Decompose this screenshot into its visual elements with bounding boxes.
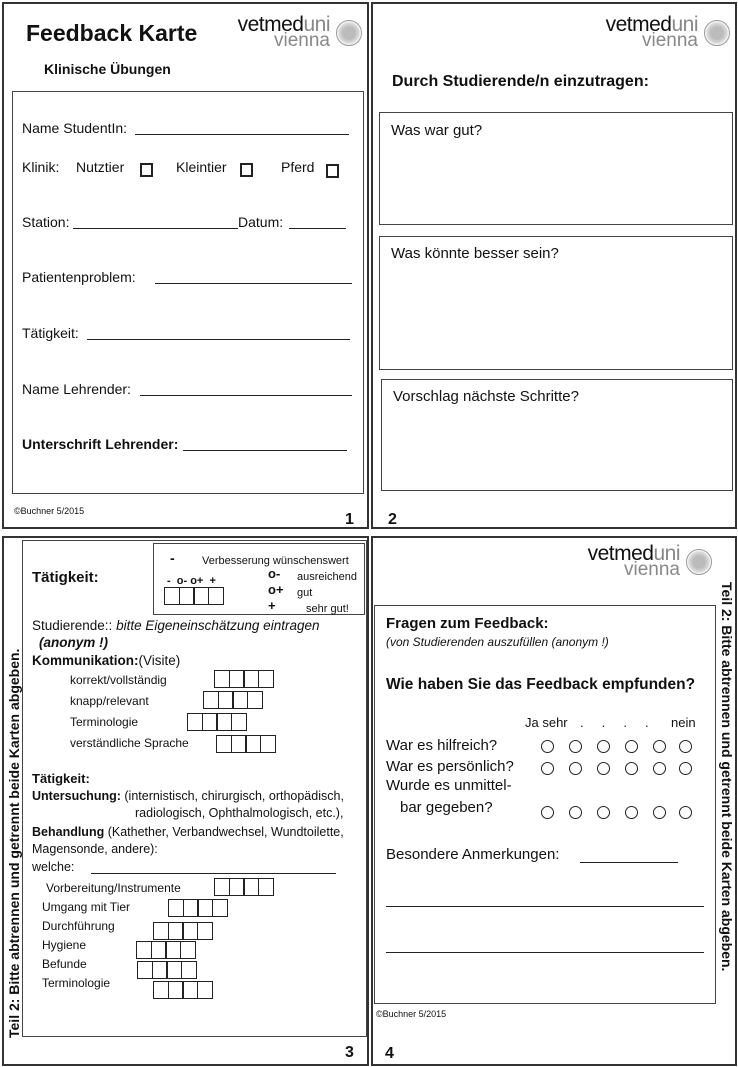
legend-label: Verbesserung wünschenswert xyxy=(202,555,349,567)
behandlung-line-2: Magensonde, andere): xyxy=(32,842,158,856)
label-datum: Datum: xyxy=(238,214,284,230)
side-instruction: Teil 2: Bitte abtrennen und getrennt beide Karten abgeben. xyxy=(6,648,22,1038)
page-number: 2 xyxy=(388,511,397,528)
item-label: verständliche Sprache xyxy=(70,736,189,750)
legend-symbol: - xyxy=(170,550,175,566)
copyright: ©Buchner 5/2015 xyxy=(14,506,85,516)
box-label: Vorschlag nächste Schritte? xyxy=(393,388,579,405)
label-name-lehrender: Name Lehrender: xyxy=(22,381,131,397)
radio-hilfreich-2[interactable] xyxy=(569,740,582,753)
item-label: Befunde xyxy=(42,957,87,971)
label-station: Station: xyxy=(22,214,70,230)
assessment-box xyxy=(22,540,367,1037)
radio-persoenlich-3[interactable] xyxy=(597,762,610,775)
label-pferd: Pferd xyxy=(281,159,315,175)
radio-persoenlich-5[interactable] xyxy=(653,762,666,775)
card-3 xyxy=(2,536,369,1066)
rating-vorbereitung-instrumente[interactable] xyxy=(214,878,274,896)
label-taetigkeit: Tätigkeit: xyxy=(22,325,79,341)
rating-korrekt-vollstaendig[interactable] xyxy=(214,670,274,688)
card-2 xyxy=(371,2,737,529)
radio-persoenlich-2[interactable] xyxy=(569,762,582,775)
item-label: Umgang mit Tier xyxy=(42,900,131,914)
form-box xyxy=(12,91,364,494)
side-instruction: Teil 2: Bitte abtrennen und getrennt beide Karten abgeben. xyxy=(719,582,735,972)
feedback-questions-box xyxy=(374,605,716,1004)
input-remarks-2[interactable] xyxy=(386,906,704,907)
untersuchung-line-2: radiologisch, Ophthalmologisch, etc.), xyxy=(135,806,344,820)
input-name-lehrender[interactable] xyxy=(140,395,352,396)
item-label: Terminologie xyxy=(70,715,139,729)
item-label: knapp/relevant xyxy=(70,694,149,708)
page-number: 3 xyxy=(345,1044,354,1061)
input-remarks-1[interactable] xyxy=(580,862,678,863)
university-seal-icon xyxy=(704,20,730,46)
page-number: 4 xyxy=(385,1045,394,1062)
legend-label: sehr gut! xyxy=(306,603,349,615)
kommunikation-heading: Kommunikation:(Visite) xyxy=(32,653,181,668)
legend-label: ausreichend xyxy=(297,571,357,583)
input-welche[interactable] xyxy=(91,873,336,874)
label-klinik: Klinik: xyxy=(22,159,60,175)
item-label: Hygiene xyxy=(42,938,87,952)
legend-symbol: o+ xyxy=(268,582,284,597)
card-subtitle: Klinische Übungen xyxy=(44,61,171,77)
rating-knapp-relevant[interactable] xyxy=(203,691,263,709)
checkbox-nutztier[interactable] xyxy=(140,163,153,177)
input-taetigkeit[interactable] xyxy=(87,339,350,340)
copyright: ©Buchner 5/2015 xyxy=(376,1009,447,1019)
radio-hilfreich-6[interactable] xyxy=(679,740,692,753)
radio-hilfreich-4[interactable] xyxy=(625,740,638,753)
input-patientenproblem[interactable] xyxy=(155,283,352,284)
radio-hilfreich-5[interactable] xyxy=(653,740,666,753)
label-patientenproblem: Patientenproblem: xyxy=(22,269,136,285)
section-heading: Durch Studierende/n einzutragen: xyxy=(392,73,649,90)
radio-persoenlich-4[interactable] xyxy=(625,762,638,775)
university-seal-icon xyxy=(686,549,712,575)
section-subheading: (von Studierenden auszufüllen (anonym !) xyxy=(386,635,609,649)
rating-terminologie[interactable] xyxy=(153,981,213,999)
scale-left-label: Ja sehr xyxy=(525,715,568,730)
textarea-was-war-gut[interactable] xyxy=(379,112,733,225)
radio-unmittelbar-5[interactable] xyxy=(653,806,666,819)
untersuchung-line: Untersuchung: (internistisch, chirurgisch, orthopädisch, xyxy=(32,789,344,803)
question-unmittelbar-2: bar gegeben? xyxy=(400,799,493,816)
remarks-label: Besondere Anmerkungen: xyxy=(386,846,560,863)
label-unterschrift-lehrender: Unterschrift Lehrender: xyxy=(22,436,179,452)
input-unterschrift-lehrender[interactable] xyxy=(183,450,347,451)
checkbox-pferd[interactable] xyxy=(326,164,339,178)
radio-hilfreich-1[interactable] xyxy=(541,740,554,753)
legend-symbol: o- xyxy=(268,566,281,581)
rating-hygiene[interactable] xyxy=(136,941,196,959)
box-label: Was könnte besser sein? xyxy=(391,245,559,262)
item-label: Vorbereitung/Instrumente xyxy=(46,881,181,895)
page-number: 1 xyxy=(345,511,354,528)
checkbox-kleintier[interactable] xyxy=(240,163,253,177)
vetmed-logo: vetmeduni vienna xyxy=(227,14,362,56)
label-name-student: Name StudentIn: xyxy=(22,120,128,136)
rating-umgang-mit-tier[interactable] xyxy=(168,899,228,917)
scale-dots: . . . . xyxy=(580,715,649,730)
radio-persoenlich-6[interactable] xyxy=(679,762,692,775)
instruction: Studierende:: bitte Eigeneinschätzung eintragen xyxy=(32,618,320,633)
rating-durchfuehrung[interactable] xyxy=(153,922,213,940)
rating-befunde[interactable] xyxy=(137,961,197,979)
item-label: Durchführung xyxy=(42,919,115,933)
question-persoenlich: War es persönlich? xyxy=(386,758,514,775)
box-label: Was war gut? xyxy=(391,122,483,139)
welche-label: welche: xyxy=(32,860,75,874)
university-seal-icon xyxy=(336,20,362,46)
section-title: Tätigkeit: xyxy=(32,569,99,586)
label-kleintier: Kleintier xyxy=(176,159,227,175)
legend-scale-header: - o- o+ + xyxy=(167,575,216,587)
card-title: Feedback Karte xyxy=(26,20,198,46)
section-heading: Fragen zum Feedback: xyxy=(386,615,549,632)
input-name-student[interactable] xyxy=(135,134,349,135)
label-nutztier: Nutztier xyxy=(76,159,125,175)
radio-unmittelbar-6[interactable] xyxy=(679,806,692,819)
legend-label: gut xyxy=(297,587,313,599)
legend-rating-boxes xyxy=(164,587,224,605)
item-label: Terminologie xyxy=(42,976,111,990)
legend-box xyxy=(153,543,365,615)
vetmed-logo: vetmeduni vienna xyxy=(595,14,730,56)
taetigkeit-heading: Tätigkeit: xyxy=(32,771,90,786)
behandlung-line: Behandlung (Kathether, Verbandwechsel, Wundtoilette, xyxy=(32,825,344,839)
input-station[interactable] xyxy=(73,228,238,229)
anonym-note: (anonym !) xyxy=(39,635,108,650)
radio-hilfreich-3[interactable] xyxy=(597,740,610,753)
legend-symbol: + xyxy=(268,598,276,613)
item-label: korrekt/vollständig xyxy=(70,673,167,687)
question-hilfreich: War es hilfreich? xyxy=(386,737,498,754)
vetmed-logo: vetmeduni vienna xyxy=(577,543,712,585)
textarea-vorschlag-naechste-schritte[interactable] xyxy=(381,379,733,491)
scale-right-label: nein xyxy=(671,715,696,730)
card-1 xyxy=(2,2,369,529)
input-remarks-3[interactable] xyxy=(386,952,704,953)
radio-unmittelbar-2[interactable] xyxy=(569,806,582,819)
card-4 xyxy=(371,536,737,1066)
rating-verstaendliche-sprache[interactable] xyxy=(216,735,276,753)
radio-unmittelbar-3[interactable] xyxy=(597,806,610,819)
radio-unmittelbar-4[interactable] xyxy=(625,806,638,819)
textarea-was-koennte-besser-sein[interactable] xyxy=(379,236,733,370)
radio-unmittelbar-1[interactable] xyxy=(541,806,554,819)
radio-persoenlich-1[interactable] xyxy=(541,762,554,775)
question-unmittelbar: Wurde es unmittel- xyxy=(386,777,512,794)
rating-terminologie-komm[interactable] xyxy=(187,713,247,731)
question-heading: Wie haben Sie das Feedback empfunden? xyxy=(386,676,696,693)
input-datum[interactable] xyxy=(289,228,346,229)
